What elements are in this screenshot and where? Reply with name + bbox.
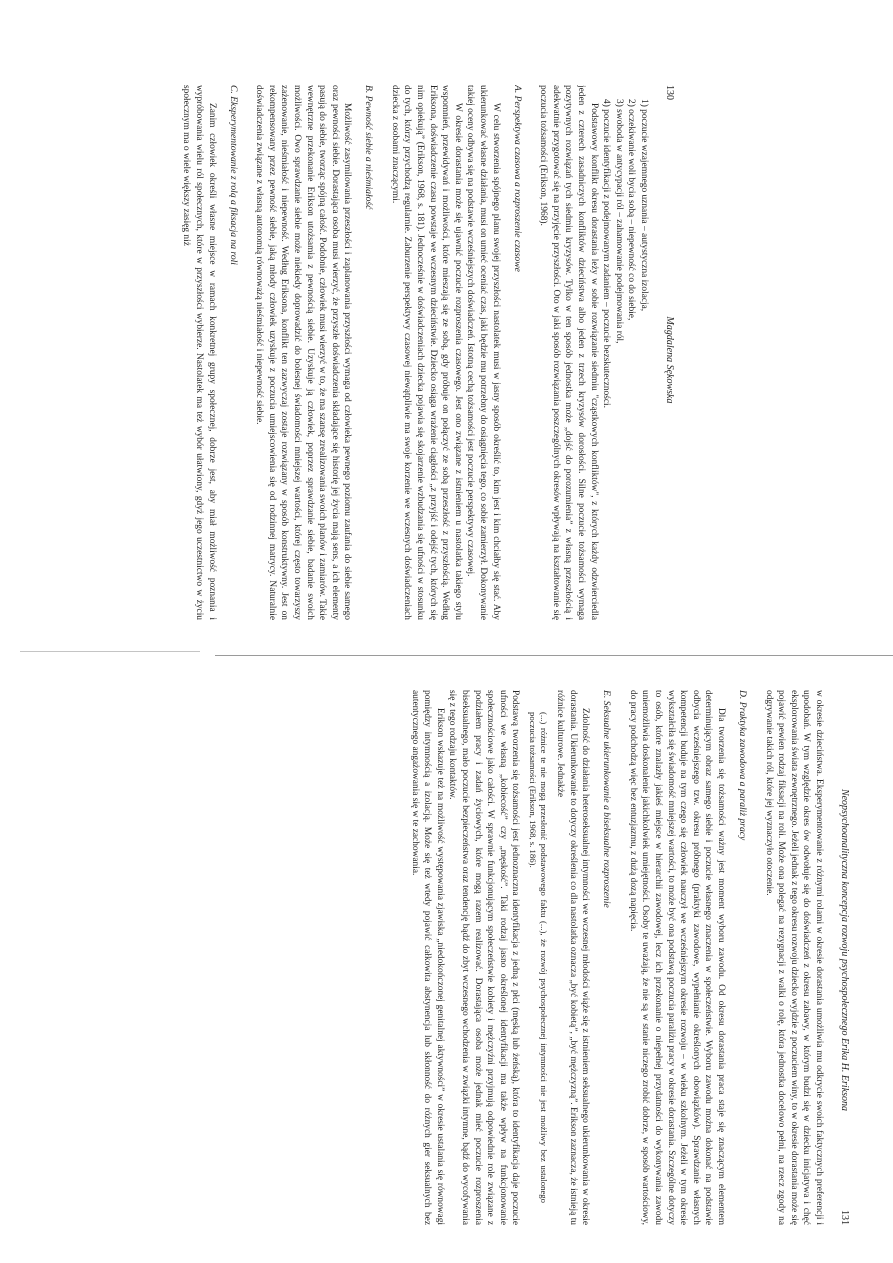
paragraph: Podstawą tworzenia się tożsamości jest jednoznaczna identyfikacja z jedną z płci (męską lub żeńską), która to identyfikacja daje poczucie ufności we własną „kobiecość” czy „męskość”. Taki rodzaj jasno określonej identyfikacji ma także wpływ na funkcjonowanie społecznościowe jako całości. W sprawnie funkcjonującym społeczeństwie kobiety i mężczyźni przyjmują odpowiednie role związane z podziałem pracy i zadań życiowych, które mogą razem realizować. Dorastająca osoba może jednak mieć poczucie rozproszenia biseksualnego, mało poczucie bezpieczeństwa oraz tendencję bądź do zbyt wczesnego wchodzenia w związki intymne, bądź do wycofywania się z tego rodzaju kontaktów. [447,690,521,1225]
paragraph: w okresie dzieciństwa. Eksperymentowanie z różnymi rolami w okresie dorastania umożliwia mu odkrycie swoich faktycznych preferencji i upodobań. W tym względzie okres ów odwołuje się do doświadczeń z okresu zabawy, w którym budzi się w dziecku inicjatywa i chęć eksplorowania świata zewnętrznego. Jeżeli jednak z tego okresu rozwoju dziecko wyjdzie z poczuciem winy, to w okresie dorastania może się pojawić pewien rodzaj fiksacji na roli. Może ona polegać na rezygnacji z walki o rolę, która jednostka docelowo pełni, na rzecz zgody na odgrywanie takich ról, które jej wyznaczyło otoczenie. [763,690,824,1225]
page-header [664,85,675,620]
section-heading: D. Praktyka zawodowa a paraliż pracy [737,690,749,841]
list-item: 4) poczucie identyfikacji z podejmowanym zadaniem – poczucie bezskuteczności. [601,99,612,408]
paragraph: Podstawowy konflikt okresu dorastania leży w sobie rozwiązanie siedmiu "cząstkowych konfliktów", z których każdy odzwierciedla jeden z czterech zasadniczych konfliktów dzieciństwa albo jeden z trzech kryzysów dorosłości. Silne poczucie tożsamości wymaga pozytywnych rozwiązań tych siedmiu kryzysów. Tylko w ten sposób jednostka może „dojść do porozumienia” z własną przeszłością i adekwatnie przygotować się na przyjęcie przyszłości. Oto w jaki sposób rozwiązania poszczególnych okresów wpływają na kształtowanie się poczucia tożsamości (Erikson, 1968). [538,85,599,620]
paragraph: Zdolność do działania heteroseksualnej intymności we wczesnej młodości wiąże się z istnieniem seksualnego ukierunkowania w okresie dorastania. Ukierunkowanie to dotyczy określenia co dla nastolatka oznacza „być kobietą”, „być mężczyzną”. Erikson zaznacza, że istnieją tu różnice kulturowe. Jednakże [555,690,591,1225]
section-heading: E. Seksualne ukierunkowanie a biseksualne rozproszenie [601,690,613,908]
page-header [839,690,850,1225]
page-130 [95,85,675,620]
section-heading: B. Pewność siebie a nieśmiałość [363,85,375,210]
running-title: Magdalena Sękowska [664,316,675,404]
block-quote: (...) różnice te nie mogą przesłonić podstawowego faktu (...), że rozwój psychospołecznej intymności nie jest możliwy bez ustalonego poczucia tożsamości (Erikson, 1968, s. 186). [527,712,550,1203]
page-fold-line [215,655,893,656]
page-fold-line-faint [20,651,200,652]
list-item: 3) swoboda w antycypacji ról – zahamowanie podejmowania ról, [613,99,624,344]
list [600,85,650,620]
section-heading: C. Eksperymentowanie z rolą a fiksacja na roli [227,85,239,265]
running-title: Neopsychoanalityczna koncepcja rozwoju psychospołecznego Erika H. Eriksona [839,788,850,1112]
list-item: 1) poczucie wzajemnego uznania – autystyczna izolacja, [639,99,649,312]
section-heading: A. Perspektywa czasowa a rozproszenie czasowe [511,85,523,272]
page-number: 131 [839,1209,850,1225]
paragraph: Dla tworzenia się tożsamości ważny jest moment wyboru zawodu. Od okresu dorastania praca staje się znaczącym elementem determinującym obraz samego siebie i poczucie własnego znaczenia w społeczeństwie. Wyboru zawodu można dokonać na podstawie odbycia wcześniejszego tzw. okresu próbnego (praktyki zawodowe, wypełnianie określonych obowiązków). Sprawdzanie własnych kompetencji buduje na tym czego się człowiek nauczył we wcześniejszym okresie rozwoju – w wieku szkolnym. Jeżeli w tym okresie wykształciła się świadomość mniejszej wartości, to może być ona podstawą poczucia paraliżu pracy w okresie dorastania. Szczególne dotyczy to osób, które znalazły jakieś miejsce w hierarchii zawodowej, lecz ich przekonanie o niepełnej przydatności do wykonywania zawodu uniemożliwia doskonalenie jakichkolwiek umiejętności. Osoby te uważają, że nie są w stanie niczego zrobić dobrze, w sposób wartościowy, do pracy podchodzą więc bez entuzjazmu, z dużą dozą napięcia. [627,690,727,1225]
paragraph: Zanim człowiek określi własne miejsce w ramach konkretnej grupy społecznej, dobrze jest, aby miał możliwość poznania i wypróbowania wielu ról społecznych, które w przyszłości wybierze. Nastolatek ma też wybór ułatwiony, gdyż jego uczestnictwo w życiu społecznym ma o wiele większy zasięg niż [181,85,217,620]
page-number: 130 [664,85,675,100]
paragraph: W celu stworzenia spójnego planu swojej przyszłości nastolatek musi w jasny sposób określić to, kim jest i kim chciałby się stać. Aby ukierunkować własne działania, musi on umieć oceniać czas, jaki będzie mu potrzebny do osiągnięcia tego, co sobie zamierzył. Dokonywanie takiej oceny odbywa się na podstawie wcześniejszych doświadczeń. Istotną cechą tożsamości jest poczucie perspektywy czasowej. [465,85,501,620]
paragraph: Erikson wskazuje też na możliwość występowania zjawiska „niedokończonej genitalnej aktywności” w okresie ustalania się równowagi pomiędzy intymnością a izolacją. Może się też wtedy pojawić całkowita abstynencja lub skłonność do różnych gier seksualnych bez autentycznego angażowania się w te zachowania. [409,690,445,1225]
page-131 [210,690,850,1225]
list-item: 2) oczekiwanie woli bycia sobą – niepewność co do siebie, [626,99,637,321]
paragraph: Możliwość zasymilowania przeszłości i zaplanowania przyszłości wymaga od człowieka pewnego poziomu zaufania do siebie samego oraz pewności siebie. Dorastająca osoba musi wierzyć, że przyszłe doświadczenia składające się historię jej życia mają sens, a ich elementy pasują do siebie, tworząc spójną całość. Podobnie, człowiek musi wierzyć w to, że ma szansę zrealizowania swoich planów i zamiarów. Takie wewnętrzne przekonanie Erikson utożsamia z pewnością siebie. Uzyskuje ją człowiek, poprzez sprawdzanie siebie, badanie swoich możliwości. Owo sprawdzanie siebie może niekiedy doprowadzić do bolesnej świadomości mniejszej wartości, której często towarzyszy zażenowanie, nieśmiałość i niepewność. Według Eriksona, konflikt ten zazwyczaj zostaje rozwiązany w sposób konstruktywny. Jest on rekompensowany przez pewność siebie, jaką młody człowiek uzyskuje z poczucia umiejscowienia się od rodzinnej matrycy. Naturalnie doświadczenia związane z własną autonomią równoważą nieśmiałość i niepewność siebie. [254,85,353,620]
paragraph: W okresie dorastania może się ujawnić poczucie rozproszenia czasowego. Jest ono związane z istnieniem u nastolatka takiego stylu wspomnień, przewidywań i możliwości, które mieszają się ze sobą, gdy próbuje on połączyć ze sobą przeszłość z przyszłością. Według Eriksona, doświadczenie czasu powstaje we wczesnym dzieciństwie. Dziecko osiąga wrażenie ciągłości „z przyjść i odejść tych, których się nim opiekują” (Erikson, 1968, s. 181). Jednocześnie w doświadczeniach dziecka pojawia się skojarzenie wzbudzania się ufności w stosunku do tych, którzy przychodzą regularnie. Zaburzenie perspektywy czasowej niewątpliwie ma swoje korzenie we wczesnych doświadczeniach dziecka z osobami znaczącymi. [389,85,463,620]
